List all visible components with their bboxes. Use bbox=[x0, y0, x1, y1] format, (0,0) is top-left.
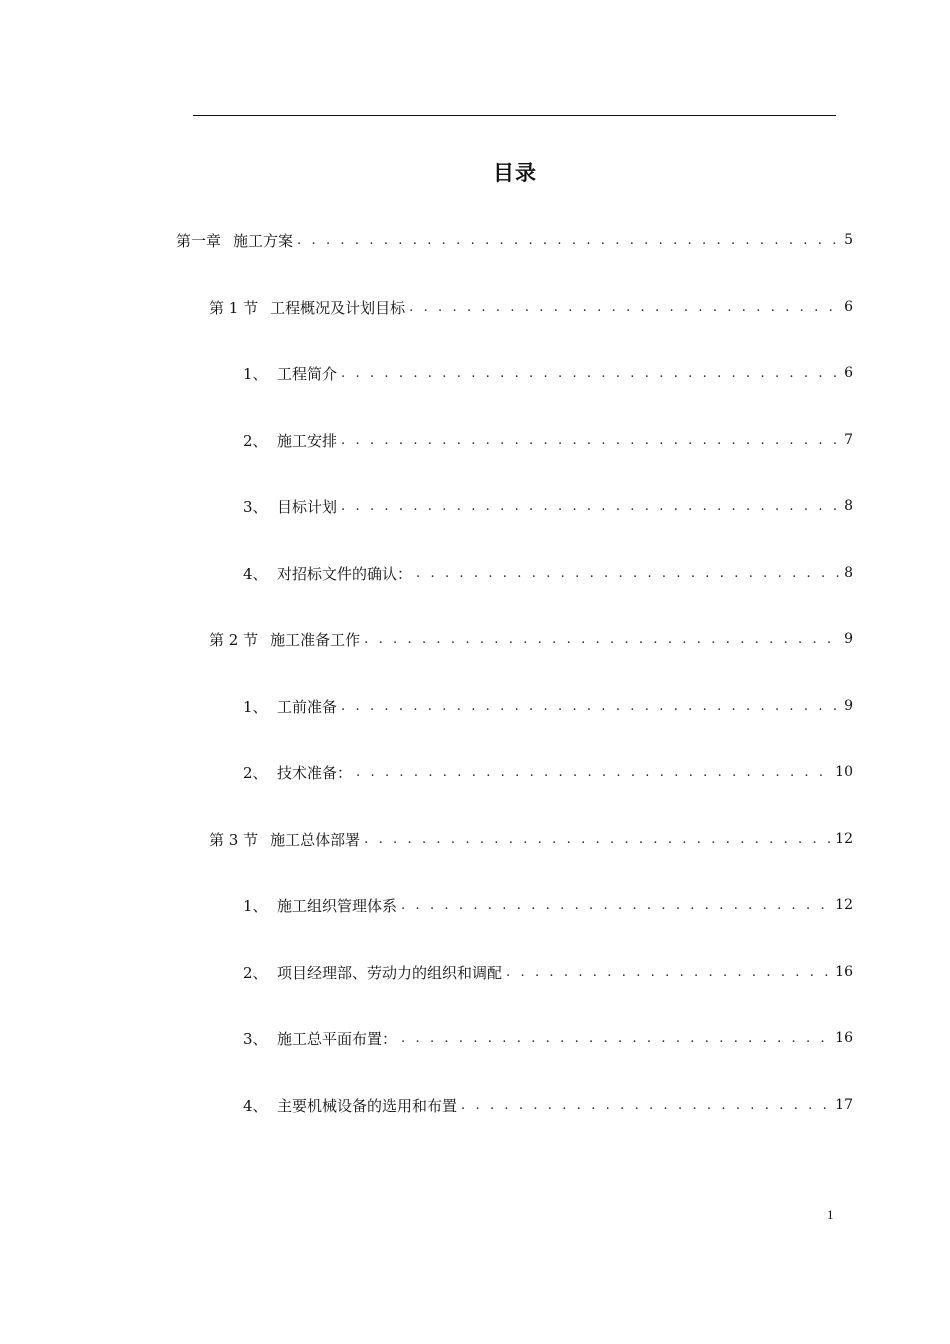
toc-entry-title: 对招标文件的确认： bbox=[277, 564, 413, 583]
toc-entry-title: 施工总体部署 bbox=[270, 830, 361, 849]
toc-entry-page: 9 bbox=[844, 698, 853, 714]
page-number: 1 bbox=[827, 1207, 834, 1222]
toc-entry-title: 工程概况及计划目标 bbox=[270, 298, 406, 317]
toc-entry-number: 3、 bbox=[243, 1029, 268, 1048]
toc-dot-leader bbox=[341, 366, 840, 381]
toc-dot-leader bbox=[461, 1098, 831, 1113]
toc-entry-number: 第 2 节 bbox=[209, 630, 259, 649]
toc-entry-number: 第 1 节 bbox=[209, 298, 259, 317]
toc-entry-number: 1、 bbox=[243, 896, 268, 915]
toc-entry-1-1[interactable] bbox=[243, 362, 853, 384]
toc-entry-section-3[interactable] bbox=[209, 828, 853, 850]
toc-dot-leader bbox=[364, 632, 840, 647]
toc-entry-number: 第 3 节 bbox=[209, 830, 259, 849]
toc-entry-number: 4、 bbox=[243, 1096, 268, 1115]
toc-entry-page: 16 bbox=[835, 964, 853, 980]
toc-entry-number: 2、 bbox=[243, 963, 268, 982]
toc-entry-number: 2、 bbox=[243, 431, 268, 450]
toc-entry-number: 1、 bbox=[243, 697, 268, 716]
toc-entry-3-2[interactable] bbox=[243, 961, 853, 983]
toc-entry-page: 16 bbox=[835, 1030, 853, 1046]
toc-entry-3-3[interactable] bbox=[243, 1027, 853, 1049]
toc-entry-page: 9 bbox=[844, 631, 853, 647]
toc-entry-number: 4、 bbox=[243, 564, 268, 583]
toc-entry-page: 10 bbox=[835, 764, 853, 780]
toc-entry-2-2[interactable] bbox=[243, 761, 853, 783]
toc-entry-section-2[interactable] bbox=[209, 628, 853, 650]
toc-entry-3-1[interactable] bbox=[243, 894, 853, 916]
toc-entry-page: 8 bbox=[844, 565, 853, 581]
toc-entry-title: 施工方案 bbox=[233, 231, 294, 250]
toc-entry-title: 工前准备 bbox=[277, 697, 338, 716]
toc-entry-title: 施工总平面布置： bbox=[277, 1029, 398, 1048]
toc-entry-number: 3、 bbox=[243, 497, 268, 516]
toc-entry-page: 6 bbox=[844, 365, 853, 381]
toc-dot-leader bbox=[401, 1031, 831, 1046]
toc-entry-3-4[interactable] bbox=[243, 1094, 853, 1116]
toc-entry-section-1[interactable] bbox=[209, 296, 853, 318]
toc-entry-title: 项目经理部、劳动力的组织和调配 bbox=[277, 963, 503, 982]
toc-dot-leader bbox=[364, 832, 831, 847]
toc-entry-page: 12 bbox=[835, 831, 853, 847]
toc-entry-1-4[interactable] bbox=[243, 562, 853, 584]
toc-entry-2-1[interactable] bbox=[243, 695, 853, 717]
toc-entry-title: 主要机械设备的选用和布置 bbox=[277, 1096, 458, 1115]
toc-dot-leader bbox=[297, 233, 840, 248]
toc-entry-page: 17 bbox=[835, 1097, 853, 1113]
toc-entry-1-3[interactable] bbox=[243, 495, 853, 517]
toc-dot-leader bbox=[341, 499, 840, 514]
toc-entry-number: 1、 bbox=[243, 364, 268, 383]
toc-dot-leader bbox=[416, 566, 840, 581]
toc-entry-page: 6 bbox=[844, 299, 853, 315]
toc-entry-title: 施工安排 bbox=[277, 431, 338, 450]
toc-entry-number: 第一章 bbox=[176, 231, 222, 250]
toc-entry-page: 8 bbox=[844, 498, 853, 514]
toc-title: 目录 bbox=[493, 161, 537, 185]
toc-entry-title: 施工准备工作 bbox=[270, 630, 361, 649]
toc-entry-page: 7 bbox=[844, 432, 853, 448]
toc-entry-title: 施工组织管理体系 bbox=[277, 896, 398, 915]
toc-entry-title: 工程简介 bbox=[277, 364, 338, 383]
toc-dot-leader bbox=[341, 699, 840, 714]
toc-entry-title: 技术准备： bbox=[277, 763, 353, 782]
toc-entry-chapter-1[interactable] bbox=[176, 229, 853, 251]
toc-entry-1-2[interactable] bbox=[243, 429, 853, 451]
toc-dot-leader bbox=[356, 765, 831, 780]
toc-dot-leader bbox=[401, 898, 831, 913]
toc-dot-leader bbox=[506, 965, 831, 980]
toc-entry-page: 12 bbox=[835, 897, 853, 913]
toc-entry-number: 2、 bbox=[243, 763, 268, 782]
toc-entry-page: 5 bbox=[844, 232, 853, 248]
toc-dot-leader bbox=[409, 300, 840, 315]
toc-dot-leader bbox=[341, 433, 840, 448]
toc-entry-title: 目标计划 bbox=[277, 497, 338, 516]
